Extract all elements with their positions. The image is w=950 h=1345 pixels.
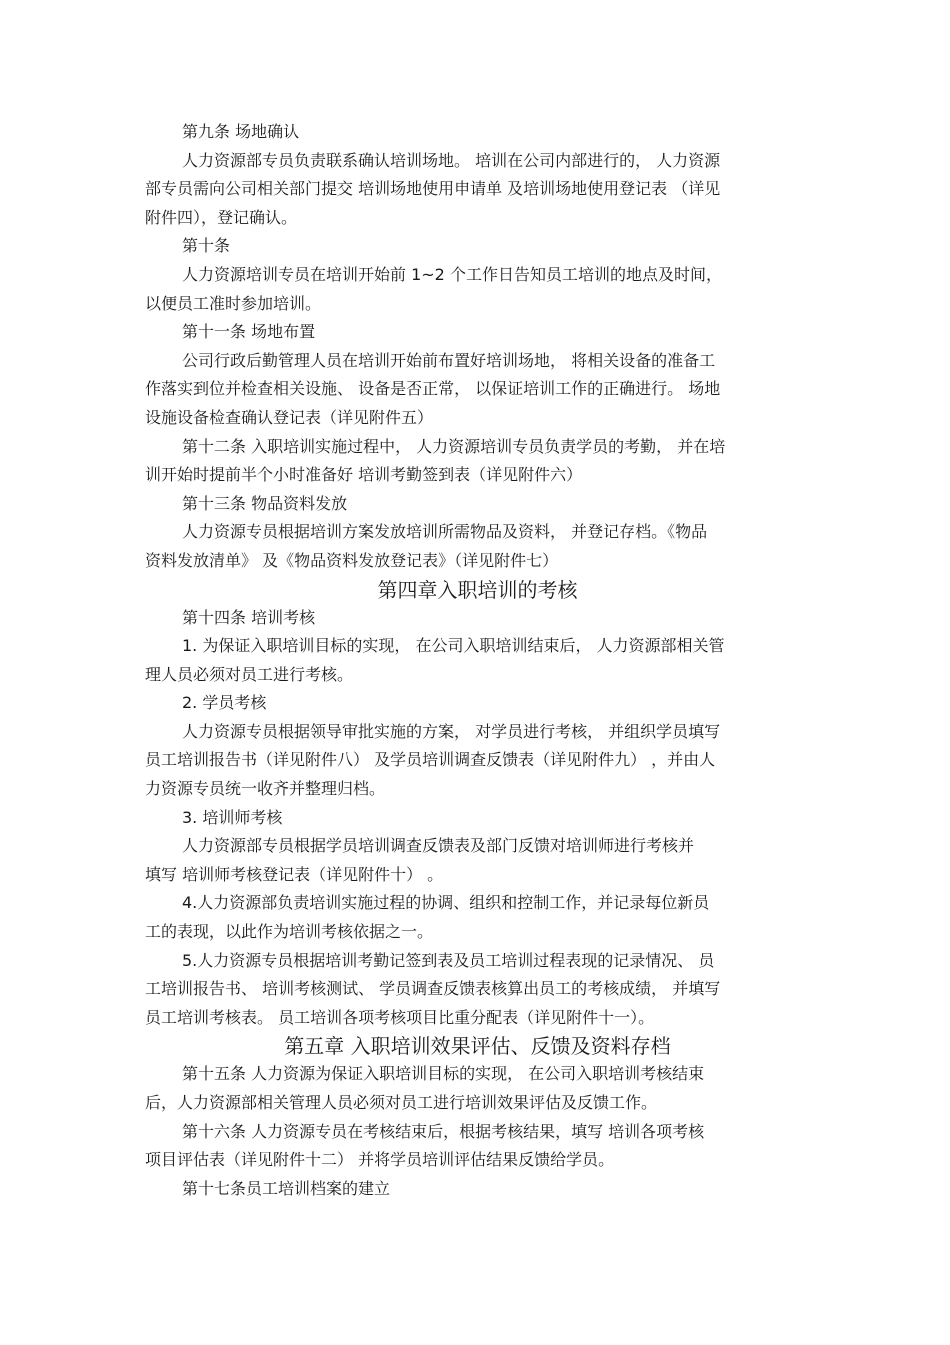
- text-line: 第十三条 物品资料发放: [182, 493, 348, 513]
- text-line: 资料发放清单》 及《物品资料发放登记表》（详见附件七）: [145, 550, 559, 570]
- text-line: 人力资源专员根据培训方案发放培训所需物品及资料， 并登记存档。《物品: [182, 522, 708, 542]
- text-line: 第十二条 入职培训实施过程中， 人力资源培训专员负责学员的考勤， 并在培: [182, 436, 726, 456]
- chapter-heading: 第五章 入职培训效果评估、反馈及资料存档: [284, 1034, 671, 1059]
- text-line: 4.人力资源部负责培训实施过程的协调、组织和控制工作，并记录每位新员: [182, 893, 710, 913]
- text-line: 项目评估表（详见附件十二） 并将学员培训评估结果反馈给学员。: [145, 1150, 615, 1170]
- text-line: 训开始时提前半个小时准备好 培训考勤签到表（详见附件六）: [145, 465, 583, 485]
- text-line: 5.人力资源专员根据培训考勤记签到表及员工培训过程表现的记录情况、 员: [182, 950, 715, 970]
- text-line: 填写 培训师考核登记表（详见附件十） 。: [145, 864, 444, 884]
- text-line: 后，人力资源部相关管理人员必须对员工进行培训效果评估及反馈工作。: [145, 1093, 658, 1112]
- text-line: 第十六条 人力资源专员在考核结束后，根据考核结果，填写 培训各项考核: [182, 1121, 705, 1141]
- text-line: 工培训报告书、 培训考核测试、 学员调查反馈表核算出员工的考核成绩， 并填写: [145, 979, 721, 999]
- text-line: 以便员工准时参加培训。: [145, 293, 322, 313]
- text-line: 力资源专员统一收齐并整理归档。: [145, 779, 386, 799]
- chapter-heading: 第四章入职培训的考核: [377, 577, 578, 602]
- text-line: 第十七条员工培训档案的建立: [182, 1178, 391, 1198]
- text-line: 3. 培训师考核: [182, 807, 283, 827]
- text-line: 工的表现，以此作为培训考核依据之一。: [145, 922, 434, 942]
- text-line: 员工培训考核表。 员工培训各项考核项目比重分配表（详见附件十一）。: [145, 1007, 655, 1027]
- text-line: 附件四），登记确认。: [145, 207, 298, 227]
- text-line: 人力资源部专员负责联系确认培训场地。 培训在公司内部进行的， 人力资源: [182, 150, 721, 170]
- text-line: 第十条: [182, 236, 231, 256]
- text-line: 公司行政后勤管理人员在培训开始前布置好培训场地， 将相关设备的准备工: [182, 350, 716, 370]
- text-line: 第十一条 场地布置: [182, 322, 316, 342]
- text-line: 员工培训报告书（详见附件八） 及学员培训调查反馈表（详见附件九） ，并由人: [145, 750, 716, 770]
- text-line: 作落实到位并检查相关设施、 设备是否正常， 以保证培训工作的正确进行。 场地: [145, 379, 721, 399]
- text-line: 人力资源专员根据领导审批实施的方案， 对学员进行考核， 并组织学员填写: [182, 721, 721, 741]
- text-line: 理人员必须对员工进行考核。: [145, 664, 354, 684]
- text-line: 人力资源培训专员在培训开始前 1~2 个工作日告知员工培训的地点及时间，: [182, 264, 722, 284]
- text-line: 第十四条 培训考核: [182, 607, 316, 627]
- text-line: 1. 为保证入职培训目标的实现， 在公司入职培训结束后， 人力资源部相关管: [182, 636, 725, 656]
- text-line: 人力资源部专员根据学员培训调查反馈表及部门反馈对培训师进行考核并: [182, 836, 695, 856]
- text-line: 第九条 场地确认: [182, 122, 300, 141]
- text-line: 设施设备检查确认登记表（详见附件五）: [145, 407, 434, 427]
- text-line: 第十五条 人力资源为保证入职培训目标的实现， 在公司入职培训考核结束: [182, 1064, 705, 1084]
- document-body: [145, 118, 810, 1203]
- text-line: 2. 学员考核: [182, 693, 267, 713]
- text-line: 部专员需向公司相关部门提交 培训场地使用申请单 及培训场地使用登记表 （详见: [145, 179, 721, 199]
